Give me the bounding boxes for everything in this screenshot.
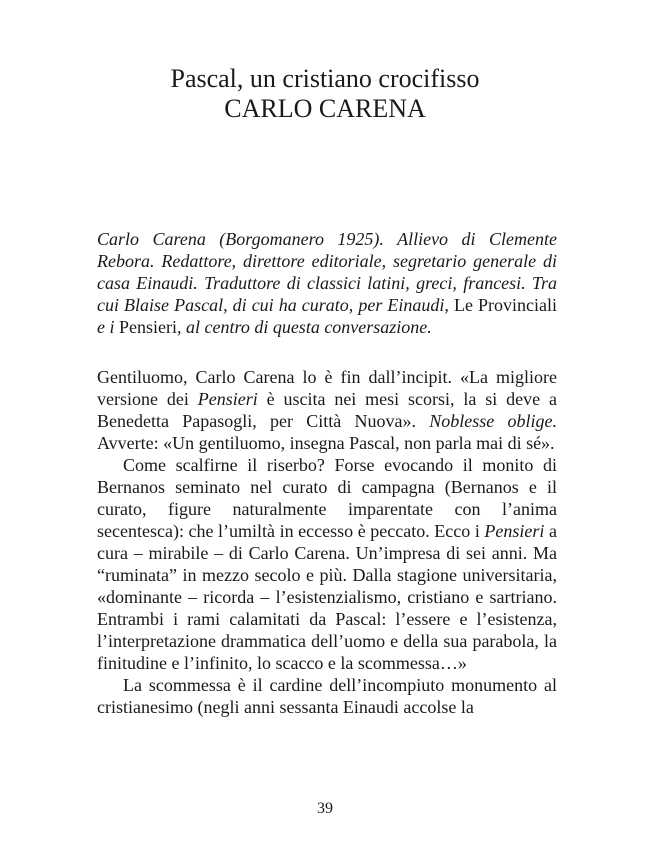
roman-text: Pensieri: [119, 317, 177, 337]
roman-text: Avverte: «Un gentiluomo, insegna Pascal, non parla mai di sé».: [97, 433, 555, 453]
chapter-title: Pascal, un cristiano crocifisso: [170, 64, 480, 93]
roman-text: La scommessa è il cardine dell’incompiuto monumento al cristianesimo (negli anni sessanta Einaudi accolse la: [97, 675, 557, 717]
italic-text: Pensieri: [197, 389, 258, 409]
roman-text: Gentiluomo, Carlo Carena lo è fin dall’incipit. «La migliore versione dei: [97, 367, 557, 409]
italic-text: Noblesse oblige.: [429, 411, 557, 431]
italic-text: Carlo Carena (Borgomanero 1925). Allievo di Clemente Rebora. Redattore, direttore editoriale, segretario generale di casa Einaudi. Traduttore di classici latini, greci, francesi. Tra cui Blaise Pascal, di cui ha curato, per Einaudi,: [97, 229, 557, 315]
page-number: 39: [317, 800, 333, 817]
italic-text: , al centro di questa conversazione.: [177, 317, 432, 337]
body-paragraph: [97, 454, 557, 674]
body-text: [97, 366, 557, 718]
italic-text: Pensieri: [484, 521, 545, 541]
roman-text: Come scalfirne il riserbo? Forse evocando il monito di Bernanos seminato nel curato di campagna (Bernanos e il curato, figure naturalmente imparentate con l’anima secentesca): che l’umiltà in eccesso è peccato. Ecco i: [97, 455, 557, 541]
roman-text: Le Provinciali: [453, 295, 557, 315]
roman-text: a cura – mirabile – di Carlo Carena. Un’impresa di sei anni. Ma “ruminata” in mezzo secolo e più. Dalla stagione universitaria, «dominante – ricorda – l’esistenzialismo, cristiano e sartriano. Entrambi i rami calamitati da Pascal: l’essere e l’esistenza, l’interpretazione drammatica dell’uomo e della sua parabola, la finitudine e l’infinito, lo scacco e la scommessa…»: [97, 521, 557, 673]
body-paragraph: [97, 674, 557, 718]
chapter-author: CARLO CARENA: [224, 94, 426, 123]
chapter-heading: [0, 64, 650, 124]
roman-text: è uscita nei mesi scorsi, la si deve a Benedetta Papasogli, per Città Nuova».: [97, 389, 557, 431]
author-bio: [97, 228, 557, 338]
italic-text: e i: [97, 317, 119, 337]
body-paragraph: [97, 366, 557, 454]
